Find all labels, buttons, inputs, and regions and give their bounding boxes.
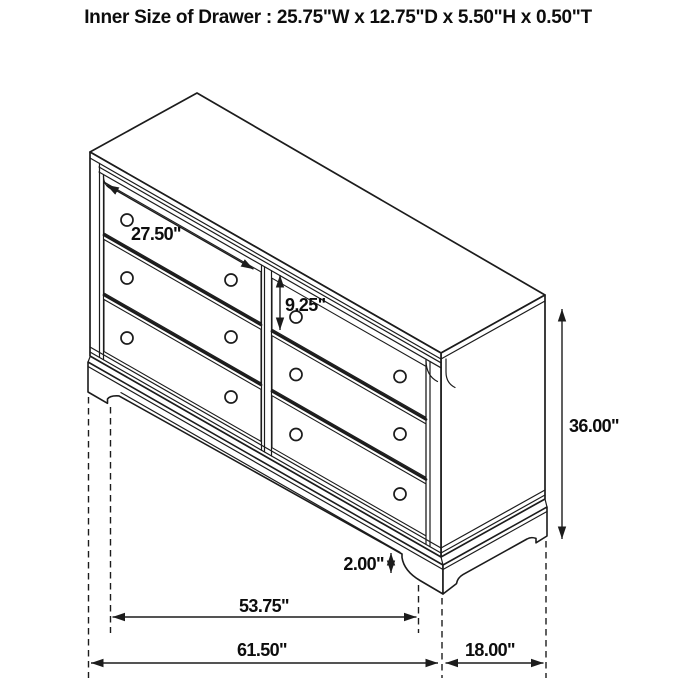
dim-overall-depth bbox=[446, 640, 544, 663]
drawer-knob bbox=[225, 391, 237, 403]
dim-base-cutout-height bbox=[343, 553, 391, 574]
drawer-knob bbox=[394, 371, 406, 383]
drawer-knob bbox=[394, 488, 406, 500]
page-title: Inner Size of Drawer : 25.75"W x 12.75"D x 5.50"H x 0.50"T bbox=[84, 7, 592, 28]
dresser-drawing bbox=[88, 93, 547, 594]
dim-label-base-cutout-height: 2.00" bbox=[343, 554, 384, 574]
drawer-knob bbox=[121, 332, 133, 344]
drawer-knob bbox=[225, 331, 237, 343]
dim-label-overall-depth: 18.00" bbox=[465, 640, 515, 660]
dim-label-overall-width: 61.50" bbox=[237, 640, 287, 660]
drawer-knob bbox=[290, 429, 302, 441]
drawer-knob bbox=[121, 272, 133, 284]
drawer-knob bbox=[290, 369, 302, 381]
dim-overall-height bbox=[562, 309, 619, 539]
dim-label-top-drawer-height: 9.25" bbox=[285, 295, 326, 315]
dim-label-feet-inner-span: 53.75" bbox=[239, 596, 289, 616]
dim-overall-width bbox=[91, 640, 438, 663]
dim-label-overall-height: 36.00" bbox=[569, 416, 619, 436]
dim-feet-inner-span bbox=[113, 596, 417, 617]
drawer-knob bbox=[394, 428, 406, 440]
dim-label-drawer-bank-width: 27.50" bbox=[131, 224, 181, 244]
drawer-knob bbox=[225, 274, 237, 286]
